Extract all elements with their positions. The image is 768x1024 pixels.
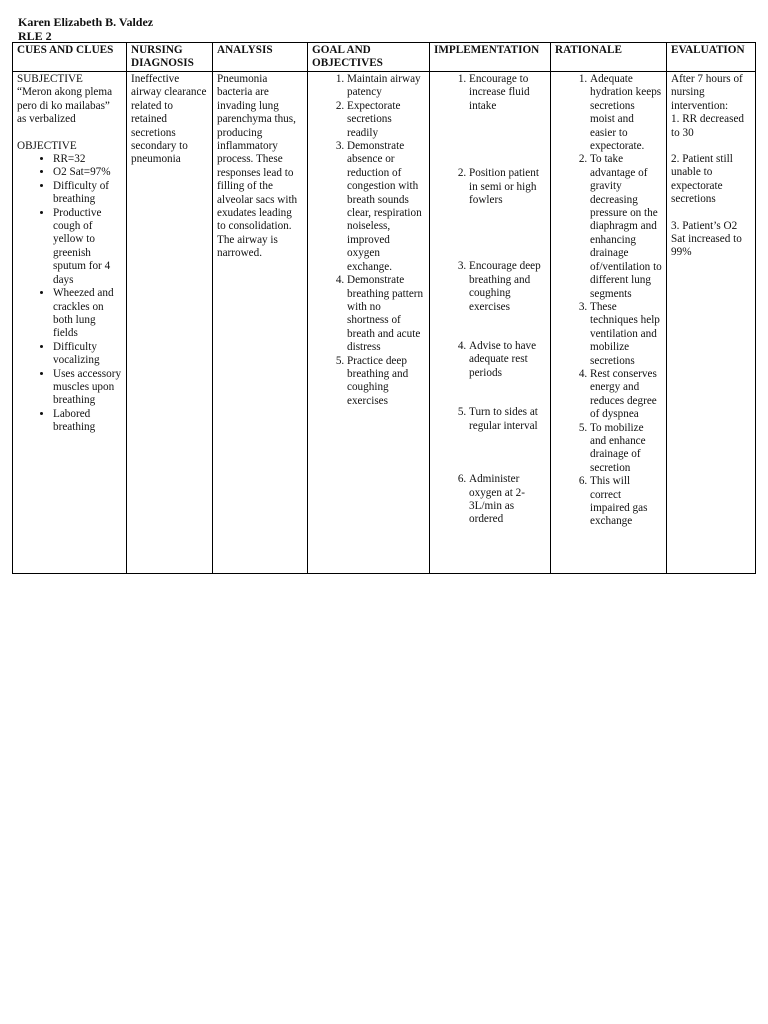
subjective-quote: “Meron akong plema pero di ko mailabas”	[17, 86, 113, 112]
list-item: 1. Encourage to increase fluid intake	[469, 73, 546, 113]
list-item: • Wheezed and crackles on both lung fields	[53, 287, 122, 341]
evaluation-item: 3. Patient’s O2 Sat increased to 99%	[671, 219, 742, 259]
student-name: Karen Elizabeth B. Valdez	[18, 15, 154, 29]
objective-label: OBJECTIVE	[17, 139, 77, 152]
objective-list	[17, 153, 122, 435]
implementation-cell	[430, 72, 551, 574]
evaluation-item: 1. RR decreased to 30	[671, 113, 745, 139]
course-code: RLE 2	[18, 29, 52, 43]
list-item: 4. Demonstrate breathing pattern with no shortness of breath and acute distress	[347, 274, 425, 354]
goals-cell	[308, 72, 430, 574]
list-item: • Productive cough of yellow to greenish sputum for 4 days	[53, 207, 122, 287]
list-item: • O2 Sat=97%	[53, 166, 122, 179]
header-rationale: RATIONALE	[551, 43, 667, 72]
evaluation-item: 2. Patient still unable to expectorate secretions	[671, 153, 733, 206]
table-header-row	[13, 43, 756, 72]
list-item: 1. Maintain airway patency	[347, 73, 425, 100]
list-item: • Difficulty of breathing	[53, 180, 122, 207]
list-item: 3. Demonstrate absence or reduction of congestion with breath sounds clear, respiration noiseless, improved oxygen exchange.	[347, 140, 425, 274]
list-item: 6. This will correct impaired gas exchange	[590, 475, 662, 529]
goals-list	[312, 73, 425, 408]
list-item: 2. To take advantage of gravity decreasing pressure on the diaphragm and enhancing drainage of/ventilation to different lung segments	[590, 153, 662, 300]
document-header	[18, 15, 153, 43]
header-implementation: IMPLEMENTATION	[430, 43, 551, 72]
list-item: 5. Practice deep breathing and coughing exercises	[347, 355, 425, 409]
list-item: 6. Administer oxygen at 2-3L/min as ordered	[469, 473, 546, 527]
header-diagnosis: NURSING DIAGNOSIS	[127, 43, 213, 72]
list-item: 5. Turn to sides at regular interval	[469, 406, 546, 433]
analysis-cell	[213, 72, 308, 574]
list-item: 3. Encourage deep breathing and coughing exercises	[469, 260, 546, 314]
cues-cell	[13, 72, 127, 574]
header-evaluation: EVALUATION	[667, 43, 756, 72]
nursing-care-plan-table	[12, 42, 756, 574]
list-item: 4. Rest conserves energy and reduces degree of dyspnea	[590, 368, 662, 422]
evaluation-cell	[667, 72, 756, 574]
subjective-note: as verbalized	[17, 113, 76, 126]
analysis-text: Pneumonia bacteria are invading lung parenchyma thus, producing inflammatory process. These responses lead to filling of the alveolar sacs with exudates leading to consolidation. The airway is narrowed.	[217, 73, 298, 260]
list-item: 2. Position patient in semi or high fowlers	[469, 167, 546, 207]
table-row	[13, 72, 756, 574]
header-cues: CUES AND CLUES	[13, 43, 127, 72]
list-item: • RR=32	[53, 153, 122, 166]
rationale-cell	[551, 72, 667, 574]
diagnosis-cell	[127, 72, 213, 574]
implementation-list	[434, 73, 546, 527]
list-item: 2. Expectorate secretions readily	[347, 100, 425, 140]
diagnosis-text: Ineffective airway clearance related to retained secretions secondary to pneumonia	[131, 73, 207, 166]
list-item: 5. To mobilize and enhance drainage of secretion	[590, 422, 662, 476]
list-item: • Labored breathing	[53, 408, 122, 435]
list-item: • Difficulty vocalizing	[53, 341, 122, 368]
header-goals: GOAL AND OBJECTIVES	[308, 43, 430, 72]
subjective-label: SUBJECTIVE	[17, 73, 83, 85]
list-item: 4. Advise to have adequate rest periods	[469, 340, 546, 380]
list-item: 3. These techniques help ventilation and mobilize secretions	[590, 301, 662, 368]
evaluation-intro: After 7 hours of nursing intervention:	[671, 73, 743, 112]
list-item: 1. Adequate hydration keeps secretions moist and easier to expectorate.	[590, 73, 662, 153]
header-analysis: ANALYSIS	[213, 43, 308, 72]
rationale-list	[555, 73, 662, 529]
list-item: • Uses accessory muscles upon breathing	[53, 368, 122, 408]
